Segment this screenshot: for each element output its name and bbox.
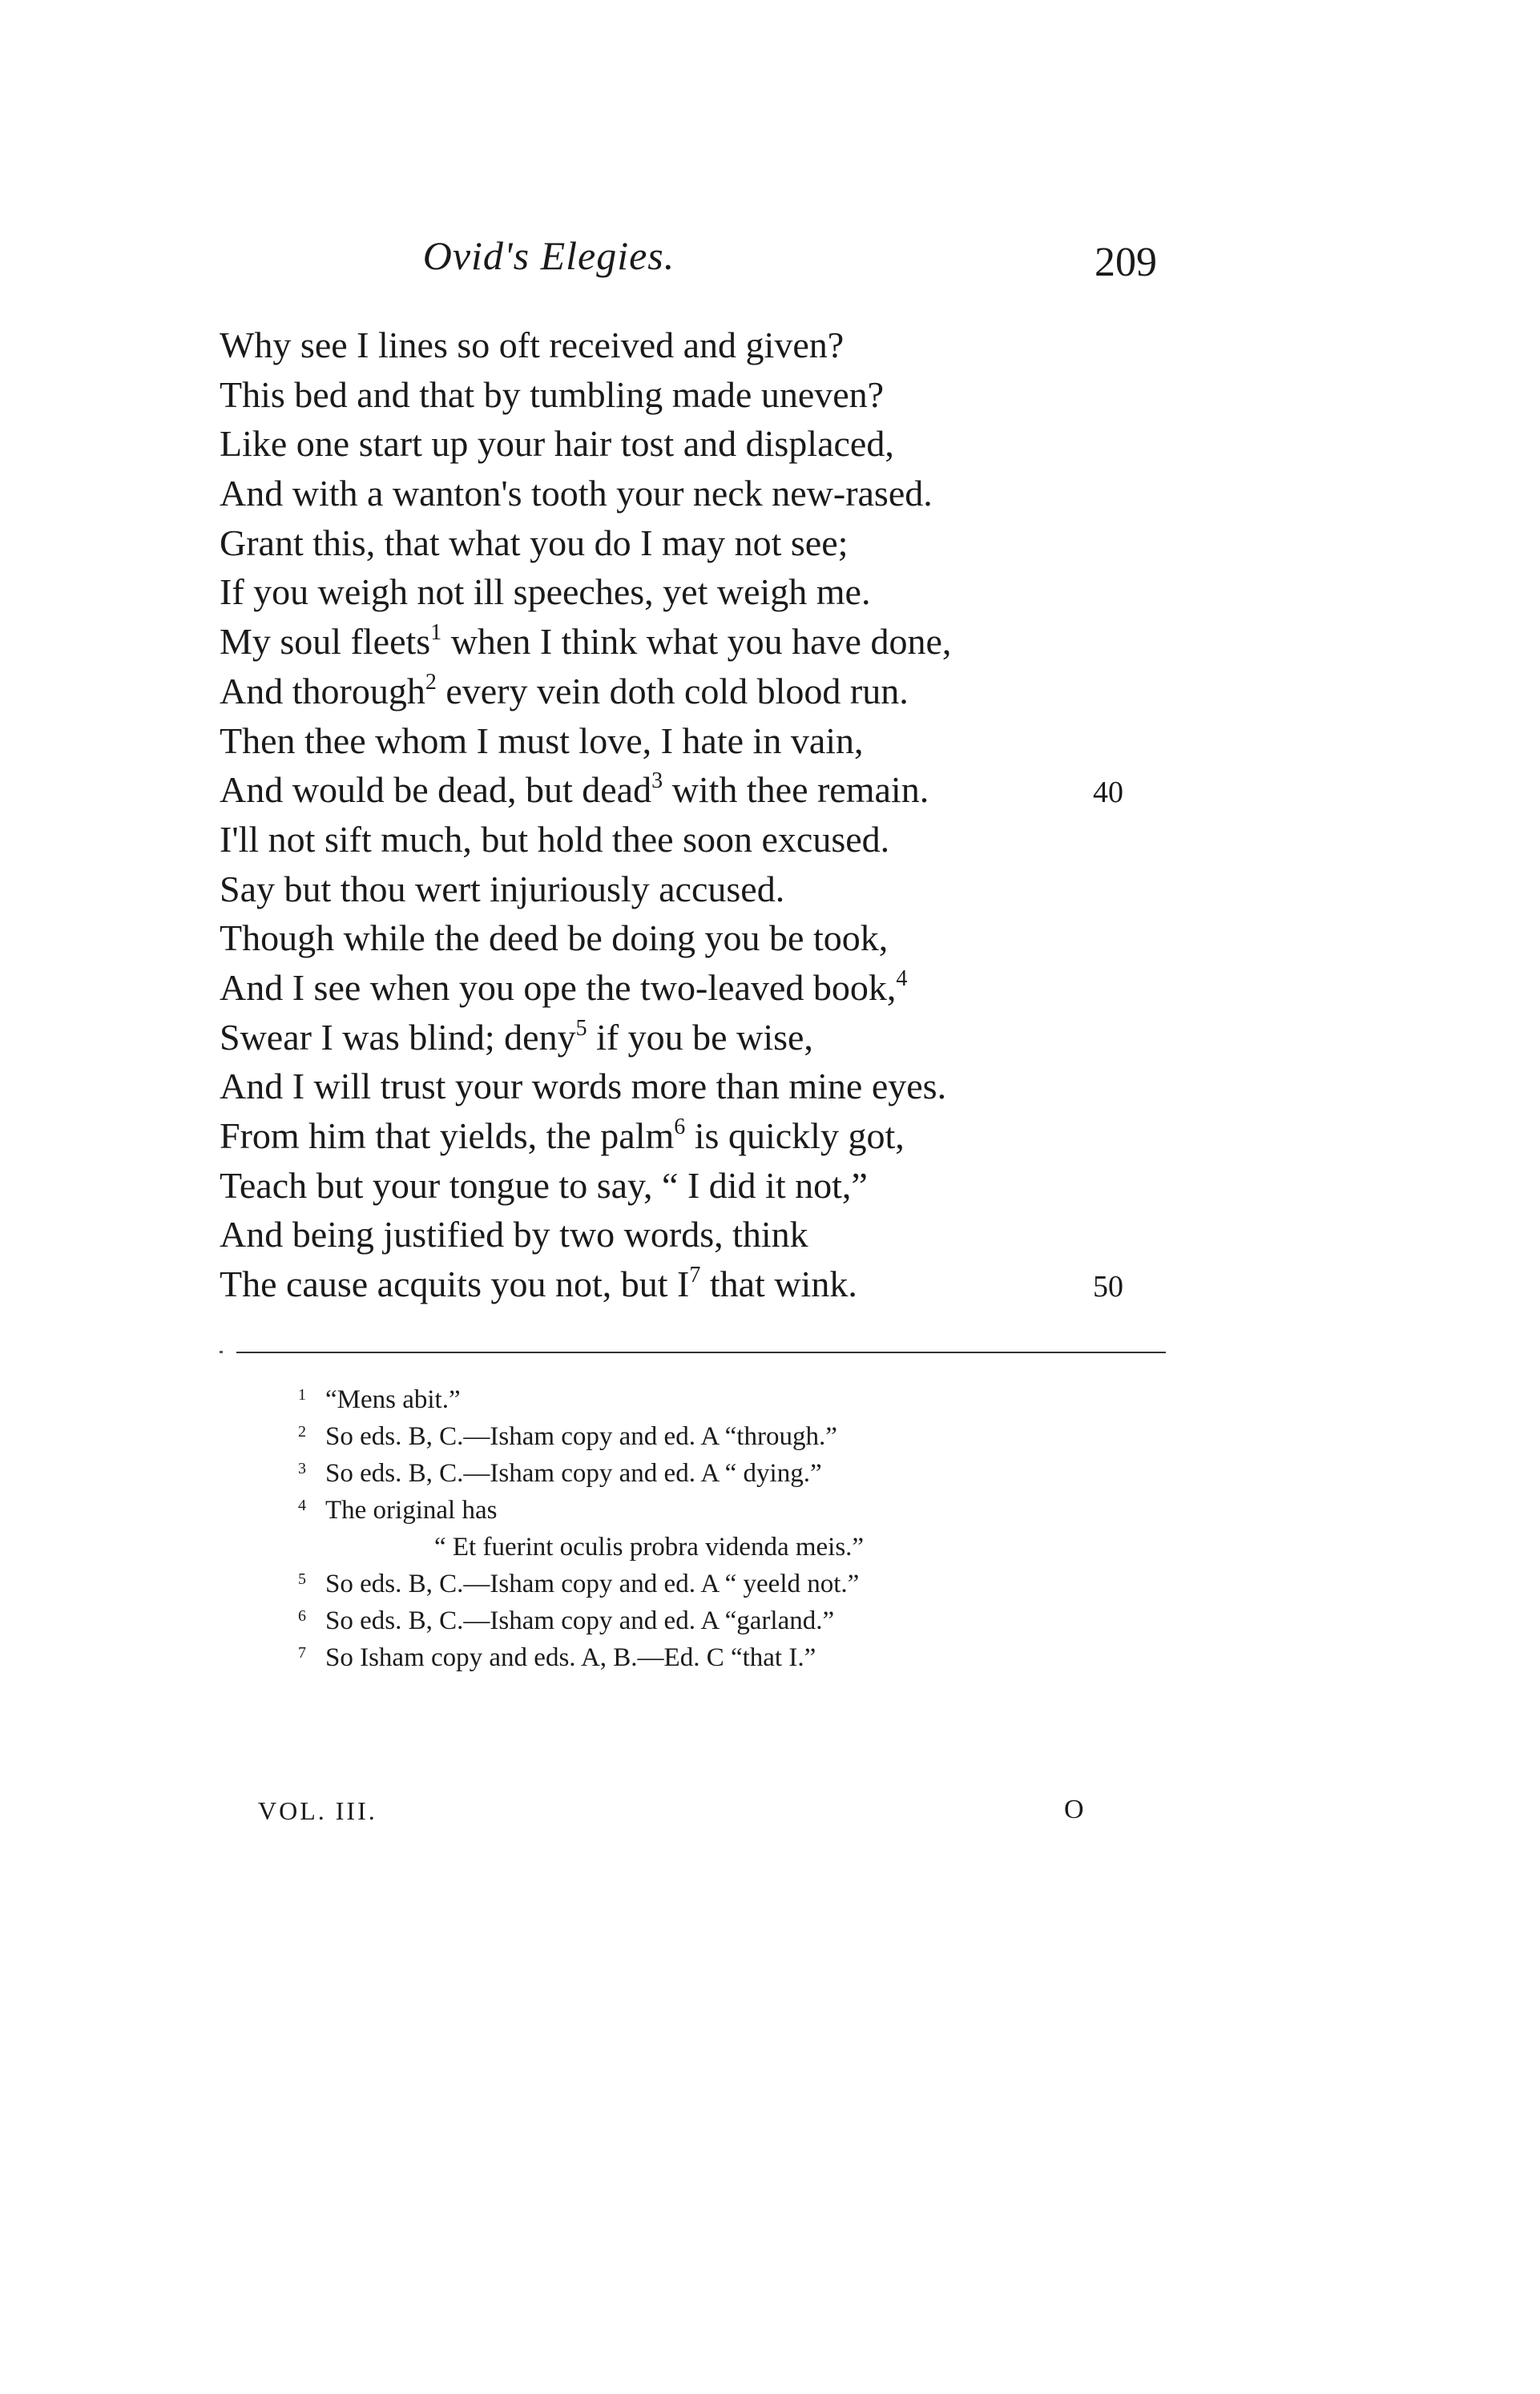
running-title: Ovid's Elegies. — [422, 233, 675, 278]
footnote: 3 So eds. B, C.—Isham copy and ed. A “ dying.” — [298, 1459, 822, 1488]
poem-line: And thorough$^2$ every vein doth cold blood run. — [220, 669, 909, 711]
poem-line: And with a wanton's tooth your neck new-rased. — [220, 473, 933, 514]
poem-line: Though while the deed be doing you be took, — [220, 917, 889, 959]
footnote: 2 So eds. B, C.—Isham copy and ed. A “through.” — [298, 1422, 837, 1451]
page-number: 209 — [1095, 240, 1157, 285]
footnotes — [298, 1381, 1099, 1676]
poem-line: Why see I lines so oft received and given? — [220, 324, 845, 365]
poem-line: Teach but your tongue to say, “ I did it not,” — [220, 1164, 868, 1206]
footnote-quotation: “ Et fuerint oculis probra videnda meis.” — [434, 1533, 865, 1562]
poem-line: My soul fleets$^1$ when I think what you have done, — [220, 620, 952, 663]
rule-mark — [220, 1351, 223, 1353]
footnote: 4 The original has — [298, 1496, 498, 1525]
poem-line: Then thee whom I must love, I hate in vain, — [220, 719, 864, 761]
line-number: 50 — [1093, 1270, 1123, 1304]
poem-line: And I see when you ope the two-leaved book,$^4$ — [220, 965, 908, 1008]
poem-line: Swear I was blind; deny$^5$ if you be wise, — [220, 1015, 813, 1058]
signature-mark: O — [1064, 1795, 1084, 1824]
poem-line: I'll not sift much, but hold thee soon excused. — [220, 818, 890, 860]
poem-line: And I will trust your words more than mine eyes. — [220, 1066, 947, 1107]
poem-body — [220, 320, 1181, 1309]
poem-line: Say but thou wert injuriously accused. — [220, 868, 785, 909]
footnote: 1 “Mens abit.” — [298, 1385, 461, 1414]
poem-line: And would be dead, but dead$^3$ with thee remain. 40 — [220, 765, 1181, 815]
poem-line: This bed and that by tumbling made uneven? — [220, 373, 885, 415]
footnote: 6 So eds. B, C.—Isham copy and ed. A “garland.” — [298, 1606, 835, 1635]
footnote: 7 So Isham copy and eds. A, B.—Ed. C “that I.” — [298, 1643, 816, 1672]
line-number: 40 — [1093, 776, 1123, 810]
poem-line: If you weigh not ill speeches, yet weigh me. — [220, 571, 871, 613]
poem-line: And being justified by two words, think — [220, 1214, 808, 1255]
footnote: 5 So eds. B, C.—Isham copy and ed. A “ yeeld not.” — [298, 1570, 860, 1598]
poem-line: From him that yields, the palm$^6$ is quickly got, — [220, 1114, 905, 1156]
poem-line: The cause acquits you not, but $I^7$ that wink. 50 — [220, 1259, 1181, 1309]
footnote-divider — [236, 1352, 1166, 1353]
poem-line: Like one start up your hair tost and displaced, — [220, 423, 894, 465]
poem-line: Grant this, that what you do I may not see; — [220, 522, 849, 563]
volume-label: VOL. III. — [258, 1796, 377, 1825]
